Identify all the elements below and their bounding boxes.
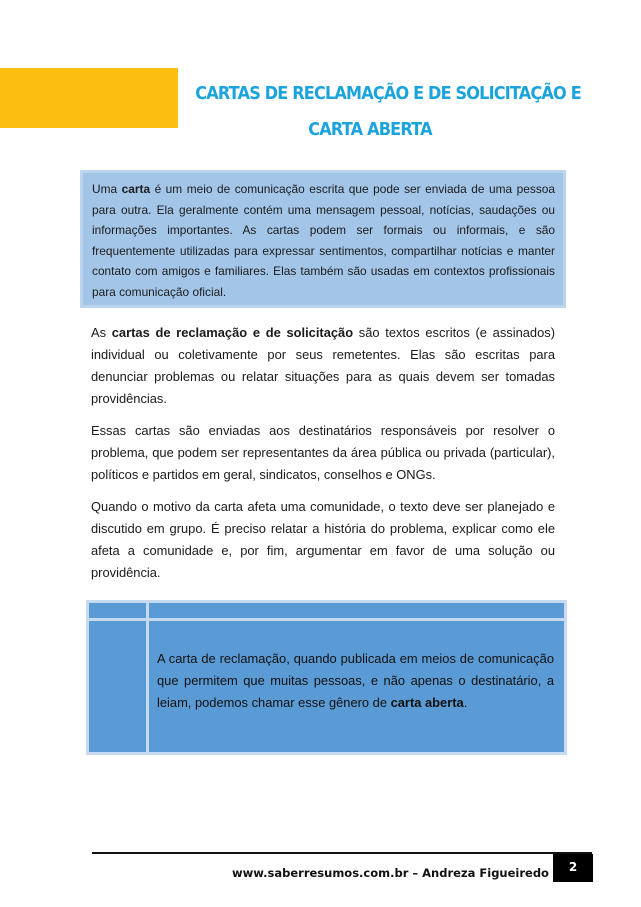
callout-header-left-cell [89, 603, 146, 618]
callout-header-right-cell [149, 603, 564, 618]
footer-credit: www.saberresumos.com.br – Andreza Figueiredo [232, 866, 549, 880]
paragraph-1 [91, 322, 555, 410]
page-title-line-1: CARTAS DE RECLAMAÇÃO E DE SOLICITAÇÃO E [195, 84, 581, 104]
yellow-accent-bar [0, 68, 178, 128]
body-text [91, 322, 555, 594]
callout-text [157, 648, 554, 714]
definition-keyword: carta [121, 182, 151, 196]
definition-box [80, 170, 566, 308]
page-title-line-2: CARTA ABERTA [308, 120, 432, 140]
paragraph-1-keyword: cartas de reclamação e de solicitação [111, 325, 354, 340]
callout-keyword: carta aberta [390, 695, 464, 710]
footer-divider [92, 852, 592, 854]
callout-content-cell [149, 621, 564, 752]
paragraph-2: Essas cartas são enviadas aos destinatários responsáveis por resolver o problema, que podem ser representantes da área pública ou privada (particular), políticos e partidos em geral, sindicatos, conselhos e ONGs. [91, 423, 555, 482]
callout-text-start: A carta de reclamação, quando publicada em meios de comunicação que permitem que muitas pessoas, e não apenas o destinatário, a leiam, podemos chamar esse gênero de [157, 651, 554, 710]
callout-table [86, 600, 567, 755]
page-number: 2 [553, 854, 593, 882]
callout-text-end: . [463, 695, 468, 710]
definition-text-rest: é um meio de comunicação escrita que pode ser enviada de uma pessoa para outra. Ela geralmente contém uma mensagem pessoal, notícias, saudações ou informações importantes. As cartas podem ser formais ou informais, e são frequentemente utilizadas para expressar sentimentos, compartilhar notícias e manter contato com amigos e familiares. Elas também são usadas em contextos profissionais para comunicação oficial. [92, 182, 555, 299]
paragraph-1-rest: são textos escritos (e assinados) individual ou coletivamente por seus remetentes. Elas são escritas para denunciar problemas ou relatar situações para as quais devem ser tomadas providências. [91, 325, 555, 406]
paragraph-3: Quando o motivo da carta afeta uma comunidade, o texto deve ser planejado e discutido em grupo. É preciso relatar a história do problema, explicar como ele afeta a comunidade e, por fim, argumentar em favor de uma solução ou providência. [91, 499, 555, 580]
definition-text-start: Uma [92, 182, 122, 196]
callout-side-cell [89, 621, 146, 752]
page-title [195, 76, 581, 148]
paragraph-1-start: As [91, 325, 112, 340]
